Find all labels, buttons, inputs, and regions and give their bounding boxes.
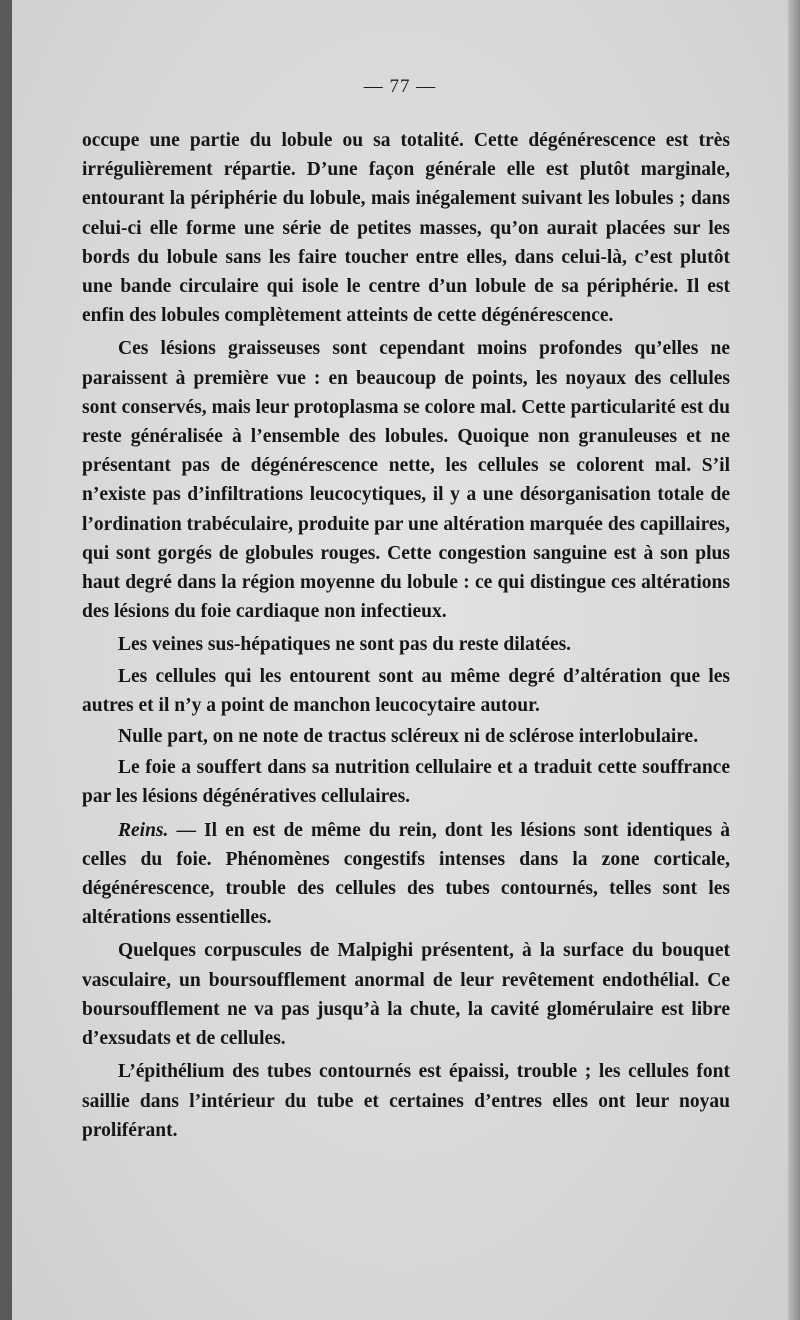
paragraph-3: Les veines sus-hépatiques ne sont pas du reste dilatées.: [118, 634, 572, 656]
page-edge: [788, 0, 800, 1320]
paragraph-1: occupe une partie du lobule ou sa totalité. Cette dégénérescence est très irrégulièrement répartie. D’une façon générale elle est plutôt marginale, entourant la périphérie du lobule, mais inégalement suivant les lobules ; dans celui-ci elle forme une série de petites masses, qu’on aurait placées sur les bords du lobule sans les faire toucher entre elles, dans celui-là, c’est plutôt une bande circulaire qui isole le centre d’un lobule de sa périphérie. Il est enfin des lobules complètement atteints de cette dégénérescence.: [82, 130, 730, 327]
section-heading-reins: Reins.: [118, 819, 169, 841]
paragraph-7-text: — Il en est de même du rein, dont les lésions sont identiques à celles du foie. Phénomènes congestifs intenses dans la zone corticale, dégénérescence, trouble des cellules des tubes contournés, telles sont les altérations essentielles.: [82, 819, 730, 929]
paragraph-reins: [82, 816, 730, 933]
paragraph-2: Ces lésions graisseuses sont cependant moins profondes qu’elles ne paraissent à première vue : en beaucoup de points, les noyaux des cellules sont conservés, mais leur protoplasma se colore mal. Cette particularité est du reste généralisée à l’ensemble des lobules. Quoique non granuleuses et ne présentant pas de dégénérescence nette, les cellules se colorent mal. S’il n’existe pas d’infiltrations leucocytiques, il y a une désorganisation totale de l’ordination trabéculaire, produite par une altération marquée des capillaires, qui sont gorgés de globules rouges. Cette congestion sanguine est à son plus haut degré dans la région moyenne du lobule : ce qui distingue ces altérations des lésions du foie cardiaque non infectieux.: [82, 338, 730, 623]
body-text: [82, 126, 730, 1145]
paragraph-8: Quelques corpuscules de Malpighi présentent, à la surface du bouquet vasculaire, un boursoufflement anormal de leur revêtement endothélial. Ce boursoufflement ne va pas jusqu’à la chute, la cavité glomérulaire est libre d’exsudats et de cellules.: [82, 940, 730, 1050]
paragraph-9: L’épithélium des tubes contournés est épaissi, trouble ; les cellules font saillie dans l’intérieur du tube et certaines d’entres elles ont leur noyau proliférant.: [82, 1061, 730, 1141]
page-number: — 77 —: [363, 76, 437, 97]
paragraph-5: Nulle part, on ne note de tractus scléreux ni de sclérose interlobulaire.: [118, 726, 699, 748]
paragraph-6: Le foie a souffert dans sa nutrition cellulaire et a traduit cette souffrance par les lésions dégénératives cellulaires.: [82, 757, 730, 808]
paragraph-4: Les cellules qui les entourent sont au même degré d’altération que les autres et il n’y a point de manchon leucocytaire autour.: [82, 665, 730, 716]
